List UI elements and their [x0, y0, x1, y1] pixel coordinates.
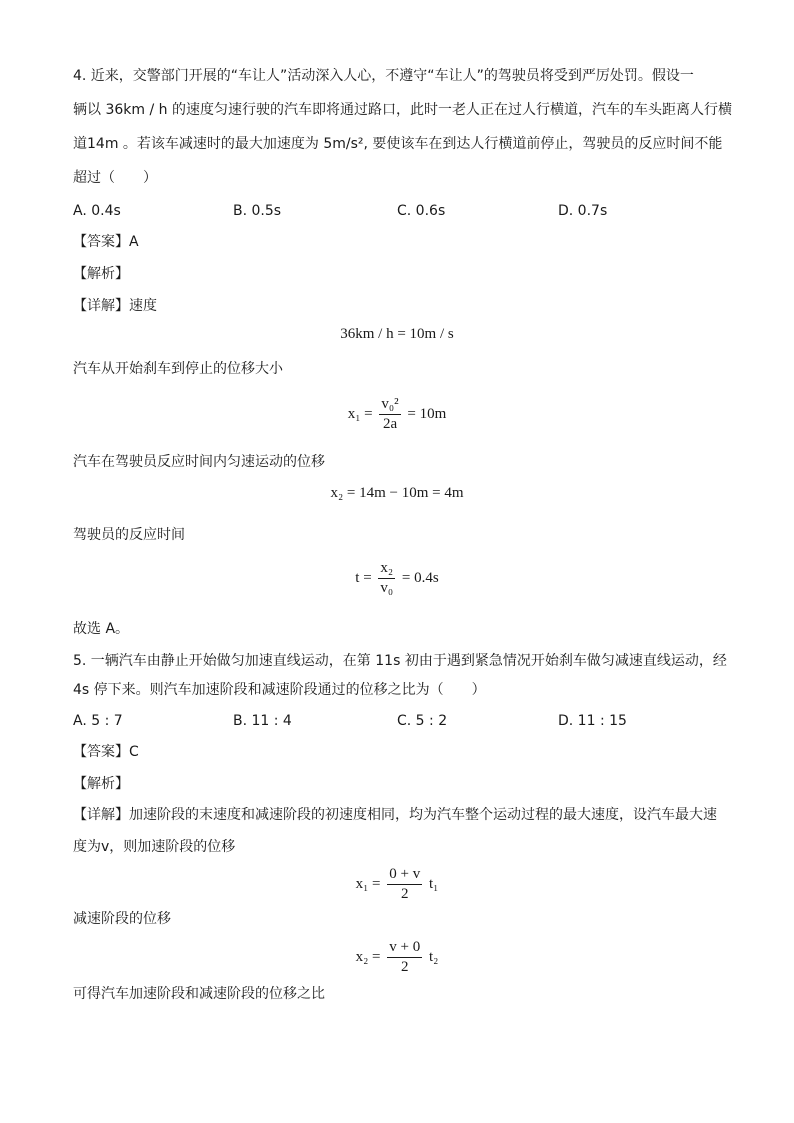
q4-option-c: C. 0.6s — [397, 203, 446, 219]
q5-stem-line-1: 5. 一辆汽车由静止开始做匀加速直线运动，在第 11s 初由于遇到紧急情况开始刹车做匀减速直线运动，经 — [73, 653, 727, 669]
q4-option-d: D. 0.7s — [558, 203, 608, 219]
q4-equation-reaction-displacement: x₂ = 14m − 10m = 4m — [330, 485, 464, 501]
q4-equation-reaction-time: t = $\frac{\text{x₂}}{\text{v₀}}$ = 0.4s — [355, 560, 439, 596]
q5-option-d: D. 11 : 15 — [558, 713, 627, 729]
q4-stem-line-4: 超过（ ） — [73, 170, 157, 186]
q4-text-braking: 汽车从开始刹车到停止的位移大小 — [73, 361, 283, 377]
fraction: $\frac{\text{x₂}}{\text{v₀}}$ — [380, 560, 394, 596]
q5-option-a: A. 5 : 7 — [73, 713, 123, 729]
q5-detail-line-1: 【详解】加速阶段的末速度和减速阶段的初速度相同，均为汽车整个运动过程的最大速度，设汽车最大速 — [73, 807, 717, 823]
q5-equation-accel-displacement: x₁ = $\frac{0 + v}{2}$ t₁ — [355, 866, 439, 902]
q4-conclusion: 故选 A。 — [73, 621, 130, 637]
q4-text-reaction-displacement: 汽车在驾驶员反应时间内匀速运动的位移 — [73, 454, 325, 470]
q4-equation-braking-distance: x₁ = $\frac{\text{v₀²}}{2a}$ = 10m — [347, 396, 447, 432]
q5-option-b: B. 11 : 4 — [233, 713, 292, 729]
fraction: $\frac{0 + v}{2}$ — [389, 866, 421, 902]
q5-detail-line-2: 度为v，则加速阶段的位移 — [73, 839, 236, 855]
q5-text-ratio: 可得汽车加速阶段和减速阶段的位移之比 — [73, 986, 325, 1002]
q5-equation-decel-displacement: x₂ = $\frac{v + 0}{2}$ t₂ — [355, 939, 439, 975]
q5-answer: 【答案】C — [73, 744, 139, 760]
q5-analysis-heading: 【解析】 — [73, 776, 129, 792]
q4-stem-line-1: 4. 近来，交警部门开展的“车让人”活动深入人心，不遵守“车让人”的驾驶员将受到严厉处罚。假设一 — [73, 68, 694, 84]
q4-detail: 【详解】速度 — [73, 298, 157, 314]
q5-text-decel: 减速阶段的位移 — [73, 911, 171, 927]
fraction: $\frac{\text{v₀²}}{2a}$ — [381, 396, 399, 432]
q4-option-a: A. 0.4s — [73, 203, 121, 219]
q5-stem-line-2: 4s 停下来。则汽车加速阶段和减速阶段通过的位移之比为（ ） — [73, 682, 486, 698]
q4-stem-line-2: 辆以 36km / h 的速度匀速行驶的汽车即将通过路口，此时一老人正在过人行横道，汽车的车头距离人行横 — [73, 102, 732, 118]
q4-stem-line-3: 道14m 。若该车减速时的最大加速度为 5m/s², 要使该车在到达人行横道前停止，驾驶员的反应时间不能 — [73, 136, 723, 152]
q4-option-b: B. 0.5s — [233, 203, 282, 219]
q4-analysis-heading: 【解析】 — [73, 266, 129, 282]
q4-answer: 【答案】A — [73, 234, 139, 250]
q4-equation-speed: 36km / h = 10m / s — [340, 326, 454, 342]
q4-text-reaction-time: 驾驶员的反应时间 — [73, 527, 185, 543]
fraction: $\frac{v + 0}{2}$ — [389, 939, 421, 975]
q5-option-c: C. 5 : 2 — [397, 713, 448, 729]
